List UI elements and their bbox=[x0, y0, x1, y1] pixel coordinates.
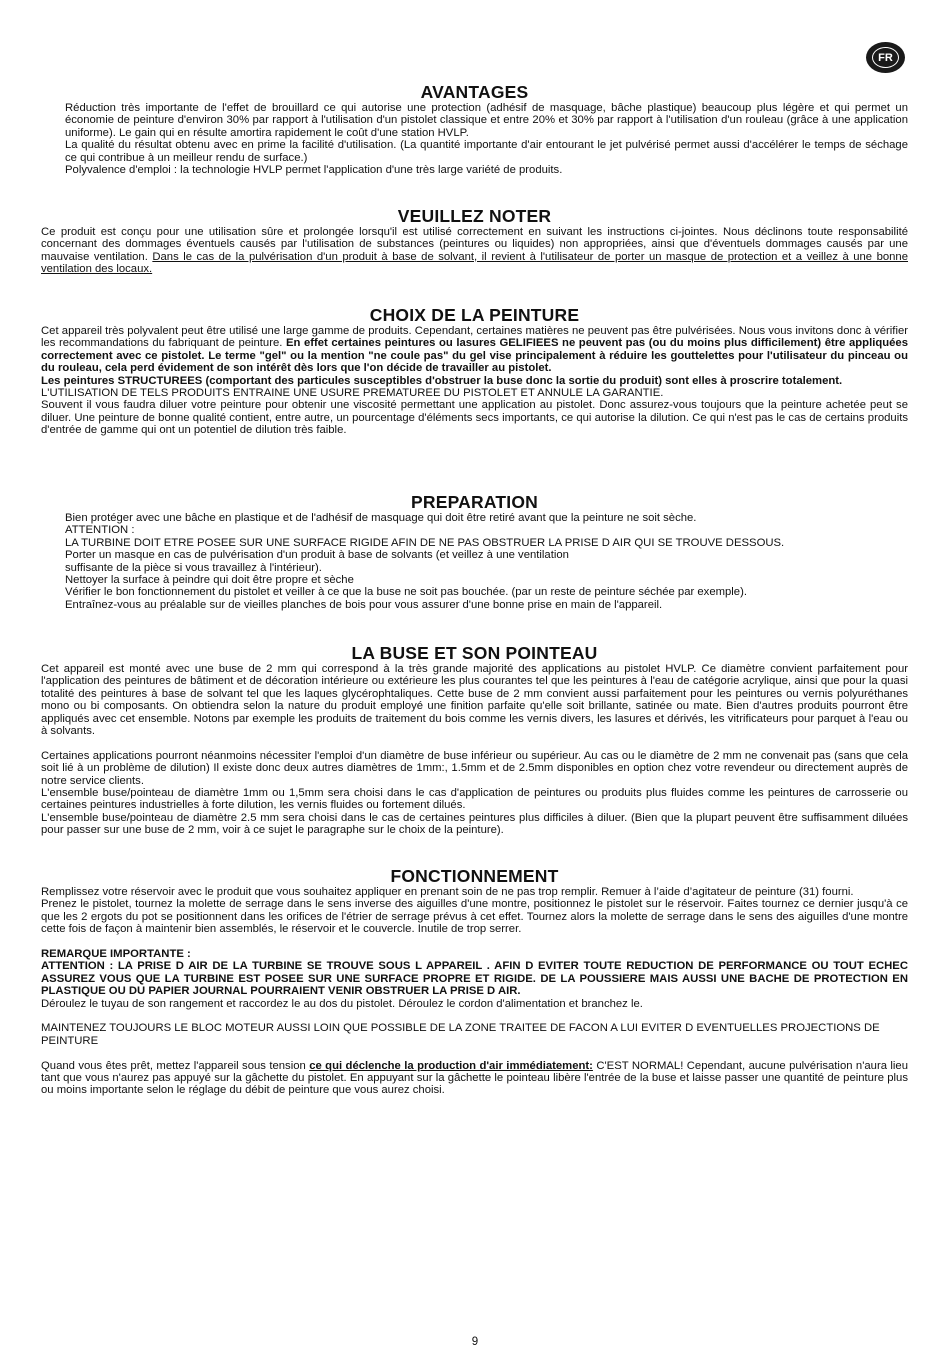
paragraph: La qualité du résultat obtenu avec en prime la facilité d'utilisation. (La quantité importante d'air entourant le jet pulvérisé permet aussi d'accélérer le temps de séchage ce qui contribue à un meilleur rendu de surface.) bbox=[65, 139, 908, 164]
section-title: LA BUSE ET SON POINTEAU bbox=[351, 643, 598, 663]
paragraph: Déroulez le tuyau de son rangement et raccordez le au dos du pistolet. Déroulez le cordon d'alimentation et branchez le. bbox=[41, 997, 643, 1010]
section-buse-pointeau bbox=[41, 644, 908, 837]
prep-line: Porter un masque en cas de pulvérisation d'un produit à base de solvants (et veillez à une ventilation bbox=[65, 549, 569, 562]
paragraph: Prenez le pistolet, tournez la molette de serrage dans le sens inverse des aiguilles d'une montre, positionnez le pistolet sur le réservoir. Faites tournez ce dernier jusqu'à ce que les 2 ergots du pot se positionnent dans les orifices de l'étrier de serrage prévus à cet effet. Tournez alors la molette de serrage dans le sens des aiguilles d'une montre cette fois de façon à maintenir bien assemblés, le réservoir et le couvercle. Inutile de trop serrer. bbox=[41, 898, 908, 936]
language-badge-label: FR bbox=[872, 47, 899, 68]
section-avantages bbox=[65, 83, 908, 176]
section-title: VEUILLEZ NOTER bbox=[397, 206, 552, 226]
section-title: CHOIX DE LA PEINTURE bbox=[369, 305, 580, 325]
remark-heading: REMARQUE IMPORTANTE : bbox=[41, 948, 191, 961]
prep-line: Entraînez-vous au préalable sur de vieilles planches de bois pour vous assurer d'une bonne prise en main de l'appareil. bbox=[65, 598, 663, 611]
underlined-warning: Dans le cas de la pulvérisation d'un produit à base de solvant, il revient à l'utilisateur de porter un masque de protection et a veillez à une bonne ventilation des locaux. bbox=[41, 250, 909, 276]
paragraph: Réduction très importante de l'effet de brouillard ce qui autorise une protection (adhésif de masquage, bâche plastique) beaucoup plus légère et qui permet un économie de peinture d'environ 30% par rapport à l'utilisation d'un pistolet classique et entre 20% et 30% par rapport à l'utilisation d'un rouleau (grâce à une application uniforme). Le gain qui en résulte amortira rapidement le coût d'une station HVLP. bbox=[65, 102, 908, 139]
prep-line: LA TURBINE DOIT ETRE POSEE SUR UNE SURFACE RIGIDE AFIN DE NE PAS OBSTRUER LA PRISE D AIR QUI SE TROUVE DESSOUS. bbox=[65, 536, 785, 549]
paragraph: Polyvalence d'emploi : la technologie HVLP permet l'application d'une très large variété de produits. bbox=[65, 164, 563, 177]
paragraph: Remplissez votre réservoir avec le produit que vous souhaitez appliquer en prenant soin de ne pas trop remplir. Remuer à l’aide d’agitateur de peinture (31) fourni. bbox=[41, 886, 854, 898]
section-choix-peinture bbox=[41, 306, 908, 437]
section-title: FONCTIONNEMENT bbox=[390, 866, 559, 886]
prep-line: Vérifier le bon fonctionnement du pistolet et veiller à ce que la buse ne soit pas bouchée. (par un reste de peinture séchée par exemple). bbox=[65, 586, 747, 599]
paragraph: L'ensemble buse/pointeau de diamètre 1mm ou 1,5mm sera choisi dans le cas d'application de peintures ou produits plus fluides comme les peintures de carrosserie ou certaines peintures industrielles à forte dilution, les vernis fluides ou fortement dilués. bbox=[41, 787, 908, 812]
paragraph: Quand vous êtes prêt, mettez l'appareil sous tension ce qui déclenche la production d'air immédiatement: C'EST NORMAL! Cependant, aucune pulvérisation n'aura lieu tant que vous n'aurez pas appuyé sur la gâchette du pistolet. En appuyant sur la gâchette le pointeau libère l'entrée de la buse et laisse passer une quantité de peinture plus ou moins importante selon le réglage du débit de peinture que vous aurez choisi. bbox=[41, 1059, 908, 1097]
prep-line: Nettoyer la surface à peindre qui doit être propre et sèche bbox=[65, 574, 354, 587]
prep-line: Bien protéger avec une bâche en plastique et de l'adhésif de masquage qui doit être retiré avant que la peinture ne soit sèche. bbox=[65, 512, 697, 524]
paragraph: Certaines applications pourront néanmoins nécessiter l'emploi d'un diamètre de buse inférieur ou supérieur. Au cas ou le diamètre de 2 mm ne convenait pas (sans que cela soit lié à un problème de dilution) Il existe donc deux autres diamètres de 1mm:, 1.5mm et de 2.5mm disponibles en option chez votre revendeur ou directement auprès de notre service clients. bbox=[41, 749, 908, 787]
paragraph: Ce produit est conçu pour une utilisation sûre et prolongée lorsqu'il est utilisé correctement en suivant les instructions ci-jointes. Nous déclinons toute responsabilité concernant des dommages éventuels causés par l'utilisation de substances (peintures ou liquides) non appropriées, ainsi que d'éventuels dommages causés par une mauvaise ventilation. Dans le cas de la pulvérisation d'un produit à base de solvant, il revient à l'utilisateur de porter un masque de protection et a veillez à une bonne ventilation des locaux. bbox=[41, 226, 909, 276]
attention-paragraph: ATTENTION : LA PRISE D AIR DE LA TURBINE SE TROUVE SOUS L APPAREIL . AFIN D EVITER TOUTE REDUCTION DE PERFORMANCE OU TOUT ECHEC ASSUREZ VOUS QUE LA TURBINE EST POSEE SUR UNE SURFACE PROPRE ET RIGIDE. DE LA POUSSIERE MAIS AUSSI UNE BACHE DE PROTECTION EN PLASTIQUE OU DU PAPIER JOURNAL POURRAIENT VENIR OBSTRUER LA PRISE D AIR. bbox=[41, 960, 908, 998]
section-title: PREPARATION bbox=[411, 492, 538, 512]
paragraph: Cet appareil très polyvalent peut être utilisé une large gamme de produits. Cependant, certaines matières ne peuvent pas être pulvérisées. Nous vous invitons donc à vérifier les recommandations du fabriquant de peinture. En effet certaines peintures ou lasures GELIFIEES ne peuvent pas (ou du moins plus difficilement) être appliquées correctement avec ce pistolet. Le terme "gel" ou la mention "ne coule pas" du gel vise principalement à réduire les gouttelettes pour l'utilisateur du pinceau ou du rouleau, cela perd évidement de son intérêt dès lors que l'on décide de travailler au pistolet. bbox=[41, 325, 908, 375]
paragraph: Souvent il vous faudra diluer votre peinture pour obtenir une viscosité permettant une application au pistolet. Donc assurez-vous toujours que la peinture achetée peut se diluer. Une peinture de bonne qualité contient, entre autre, un pourcentage d'éléments secs importants, ce qui autorise la dilution. Ce qui n'est pas le cas de certains produits d'entrée de gamme qui ont un potentiel de dilution très faible. bbox=[41, 399, 908, 437]
paragraph: L'UTILISATION DE TELS PRODUITS ENTRAINE UNE USURE PREMATUREE DU PISTOLET ET ANNULE LA GARANTIE. bbox=[41, 387, 664, 400]
underlined-note: ce qui déclenche la production d'air immédiatement: bbox=[309, 1059, 593, 1072]
section-veuillez-noter bbox=[41, 207, 908, 276]
section-fonctionnement bbox=[41, 867, 908, 1097]
language-badge bbox=[866, 42, 905, 73]
paragraph: Les peintures STRUCTUREES (comportant des particules susceptibles d'obstruer la buse donc la sortie du produit) sont elles à proscrire totalement. bbox=[41, 374, 843, 387]
prep-line: ATTENTION : bbox=[65, 524, 135, 537]
section-title: AVANTAGES bbox=[420, 82, 529, 102]
page-number: 9 bbox=[471, 1336, 479, 1348]
paragraph: Cet appareil est monté avec une buse de 2 mm qui correspond à la très grande majorité des applications au pistolet HVLP. Ce diamètre convient parfaitement pour l'application des peintures de bâtiment et de décoration intérieure ou extérieure les plus courantes tel que les peintures à l'eau de catégorie acrylique, ainsi que pour la quasi totalité des peintures à base de solvant tel que les laques glycérophtaliques. Cette buse de 2 mm convient aussi parfaitement pour les peintures ou vernis polyuréthanes mono ou bi composants. On obtiendra selon la nature du produit employé une finition parfaite qu'elle soit brillante, satinée ou mate. Bien d'autres produits pourront être appliqués avec cet ensemble. Notons par exemple les produits de traitement du bois comme les vernis divers, les lasures et dérivés, les vitrificateurs pour parquet à l'eau ou à solvants. bbox=[41, 663, 908, 738]
bold-warning: En effet certaines peintures ou lasures GELIFIEES ne peuvent pas (ou du moins plus difficilement) être appliquées correctement avec ce pistolet. Le terme "gel" ou la mention "ne coule pas" du gel vise principalement à réduire les gouttelettes pour l'utilisateur du pinceau ou du rouleau, cela perd évidement de son intérêt dès lors que l'on décide de travailler au pistolet. bbox=[41, 337, 908, 375]
paragraph: MAINTENEZ TOUJOURS LE BLOC MOTEUR AUSSI LOIN QUE POSSIBLE DE LA ZONE TRAITEE DE FACON A LUI EVITER D EVENTUELLES PROJECTIONS DE PEINTURE bbox=[41, 1022, 880, 1047]
paragraph: L'ensemble buse/pointeau de diamètre 2.5 mm sera choisi dans le cas de certaines peintures plus difficiles à diluer. (Bien que la plupart peuvent être suffisamment diluées pour passer sur une buse de 2 mm, voir à ce sujet le paragraphe sur le choix de la peinture). bbox=[41, 811, 908, 837]
section-preparation bbox=[65, 493, 908, 611]
prep-line: suffisante de la pièce si vous travaillez à l'intérieur). bbox=[65, 561, 322, 574]
